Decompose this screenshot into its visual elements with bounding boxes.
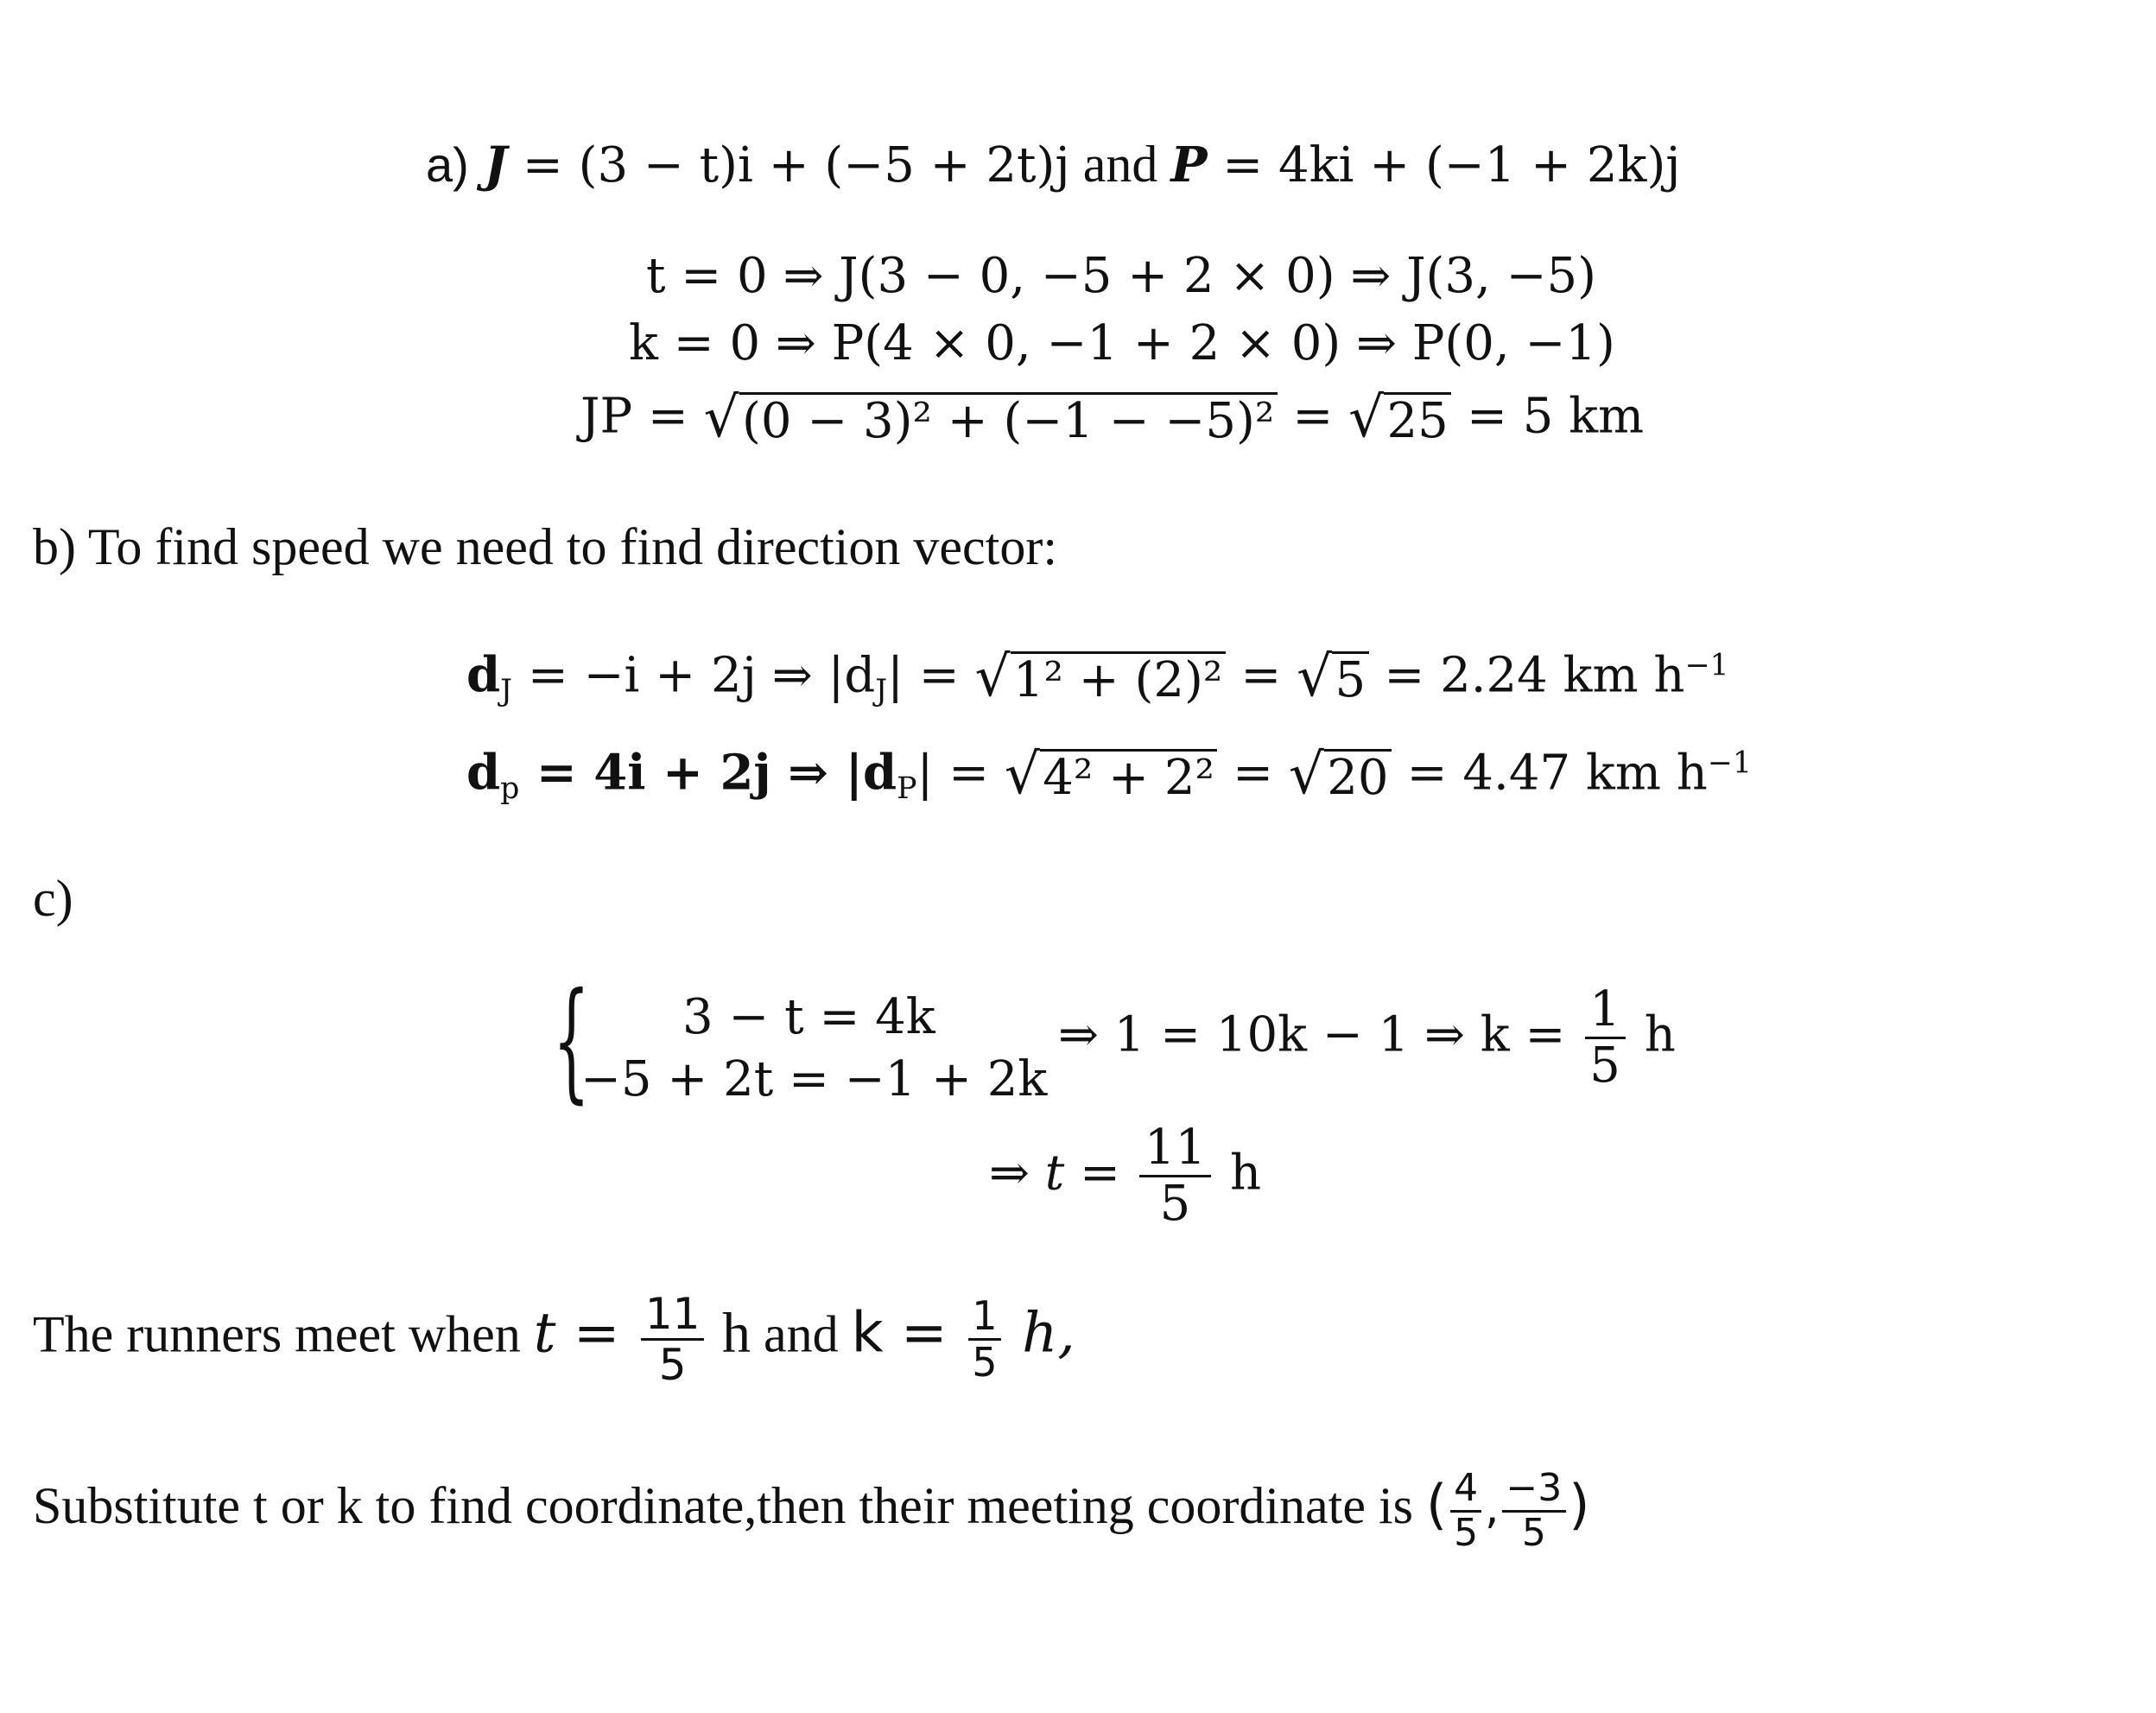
- radical-distance: √ (0 − 3)² + (−1 − −5)²: [704, 390, 1278, 446]
- equals: =: [1277, 388, 1349, 445]
- meeting-t-fraction: [641, 1289, 705, 1390]
- part-b-intro: b) To find speed we need to find direction vector:: [33, 518, 1057, 575]
- equals: =: [1225, 647, 1297, 704]
- meeting-k-numerator: 1: [968, 1295, 1001, 1341]
- coord-open-paren: (: [1425, 1472, 1448, 1536]
- k-fraction: [1585, 981, 1626, 1094]
- solve-k-text: ⇒ 1 = 10k − 1 ⇒ k =: [1058, 1006, 1582, 1063]
- k-denominator: 5: [1589, 1037, 1620, 1094]
- system-equation-1: 3 − t = 4k: [682, 989, 935, 1045]
- dp-expression: = 4i + 2j ⇒ |d: [519, 744, 897, 802]
- solve-k-line: [1058, 981, 1676, 1094]
- dp-abs-close: | =: [916, 745, 1005, 802]
- vector-j-expression: = (3 − t)i + (−5 + 2t)j: [507, 137, 1070, 194]
- radical-20: √ 20: [1289, 747, 1392, 803]
- coord-x-fraction: [1450, 1466, 1482, 1555]
- radicand-distance: (0 − 3)² + (−1 − −5)²: [739, 392, 1278, 446]
- part-a-line-3: k = 0 ⇒ P(4 × 0, −1 + 2 × 0) ⇒ P(0, −1): [629, 315, 1615, 371]
- radical-dp: √ 4² + 2²: [1005, 747, 1217, 803]
- dj-result: = 2.24 km h: [1368, 647, 1685, 704]
- coord-x-numerator: 4: [1450, 1469, 1482, 1513]
- and-text: and: [1069, 136, 1171, 193]
- radicand-dj: 1² + (2)²: [1011, 651, 1226, 705]
- dj-expression: = −i + 2j ⇒ |d: [512, 647, 876, 704]
- t-denominator: 5: [1159, 1176, 1191, 1233]
- dp-result: = 4.47 km h: [1391, 745, 1708, 802]
- vector-j-name: J: [484, 136, 508, 194]
- part-a-line-1: [426, 136, 1681, 194]
- meeting-statement: [33, 1289, 1075, 1390]
- meeting-h: h: [707, 1301, 751, 1365]
- system-brace: {: [553, 966, 590, 1116]
- meeting-and: and: [750, 1305, 852, 1363]
- meeting-t-numerator: 11: [641, 1291, 705, 1341]
- t-fraction: [1139, 1120, 1210, 1233]
- jp-lhs: JP =: [580, 388, 704, 445]
- radicand-20: 20: [1324, 749, 1392, 803]
- meeting-h2: h,: [1004, 1301, 1075, 1366]
- radicand-5: 5: [1332, 651, 1368, 705]
- coord-y-fraction: [1502, 1466, 1566, 1555]
- dp-exponent: −1: [1707, 745, 1752, 781]
- t-unit: h: [1214, 1145, 1262, 1202]
- part-b-dj-line: [466, 644, 1729, 709]
- dj-exponent: −1: [1684, 648, 1729, 683]
- radicand-dp: 4² + 2²: [1040, 749, 1217, 803]
- solve-t-text: ⇒ t =: [989, 1145, 1136, 1202]
- coord-x-denominator: 5: [1454, 1510, 1479, 1555]
- part-a-line-2: t = 0 ⇒ J(3 − 0, −5 + 2 × 0) ⇒ J(3, −5): [646, 248, 1597, 304]
- dp-name: d: [466, 744, 501, 802]
- solve-t-line: [989, 1120, 1262, 1233]
- part-a-line-4: [580, 385, 1645, 450]
- t-numerator: 11: [1139, 1123, 1210, 1177]
- radical-5: √ 5: [1297, 650, 1368, 705]
- meeting-t: t =: [533, 1301, 637, 1366]
- vector-p-name: P: [1170, 136, 1208, 194]
- meeting-k-denominator: 5: [972, 1339, 998, 1386]
- part-a-label: a): [426, 137, 469, 192]
- radical-25: √ 25: [1348, 390, 1451, 446]
- equals: =: [1217, 745, 1289, 802]
- system-equation-2: −5 + 2t = −1 + 2k: [580, 1051, 1048, 1107]
- dp-subscript: p: [500, 771, 520, 806]
- radical-dj: √ 1² + (2)²: [975, 650, 1226, 705]
- part-b-dp-line: [466, 742, 1752, 807]
- meeting-k: k =: [851, 1301, 965, 1366]
- dp-abs-subscript: P: [897, 771, 917, 806]
- meeting-text: The runners meet when: [33, 1305, 534, 1363]
- k-numerator: 1: [1585, 985, 1626, 1039]
- meeting-t-denominator: 5: [658, 1339, 687, 1390]
- distance-result: = 5 km: [1451, 388, 1645, 445]
- coord-close-paren: ): [1569, 1472, 1590, 1536]
- dj-subscript: J: [500, 673, 513, 708]
- meeting-k-fraction: [968, 1292, 1001, 1386]
- coord-comma: ,: [1484, 1481, 1500, 1534]
- dj-name: d: [466, 646, 501, 704]
- coordinate-statement: [33, 1466, 1590, 1555]
- k-unit: h: [1628, 1006, 1676, 1063]
- coord-y-numerator: −3: [1502, 1469, 1566, 1513]
- radicand-25: 25: [1384, 392, 1451, 446]
- vector-p-expression: = 4ki + (−1 + 2k)j: [1207, 137, 1681, 194]
- dj-abs-subscript: J: [875, 673, 888, 708]
- coordinate-text: Substitute t or k to find coordinate,then their meeting coordinate is: [33, 1476, 1426, 1534]
- dj-abs-close: | =: [887, 647, 975, 704]
- part-c-label: c): [33, 870, 73, 927]
- coord-y-denominator: 5: [1521, 1510, 1546, 1555]
